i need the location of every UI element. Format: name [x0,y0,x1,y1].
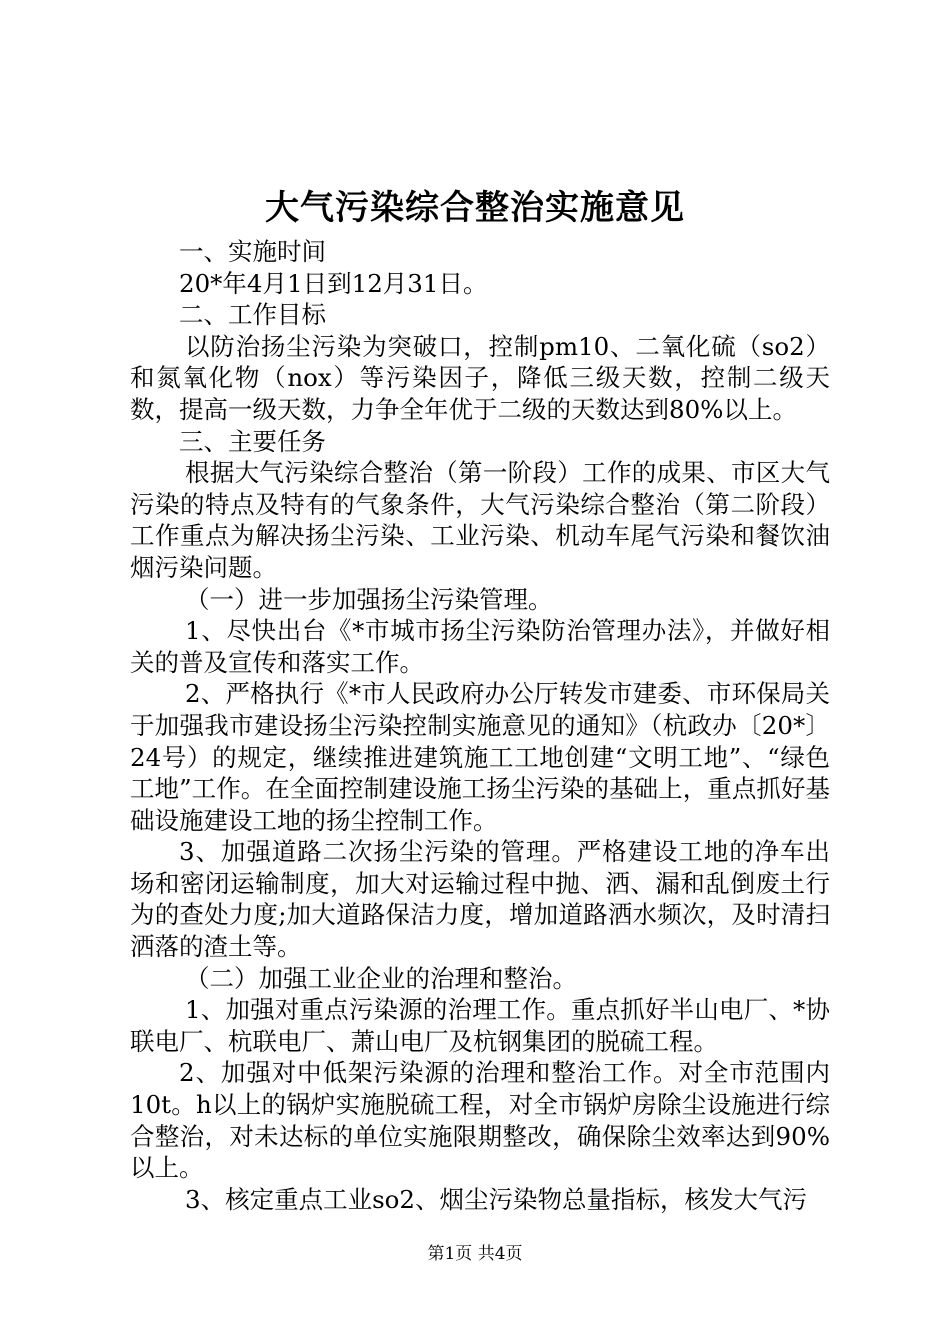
paragraph: 1、加强对重点污染源的治理工作。重点抓好半山电厂、*协联电厂、杭联电厂、萧山电厂及杭钢集团的脱硫工程。 [130,995,830,1056]
paragraph: 3、加强道路二次扬尘污染的管理。严格建设工地的净车出场和密闭运输制度，加大对运输过程中抛、洒、漏和乱倒废土行为的查处力度;加大道路保洁力度，增加道路洒水频次，及时清扫洒落的渣土等。 [130,837,830,962]
document-title: 大气污染综合整治实施意见 [265,188,685,228]
paragraph: 20*年4月1日到12月31日。 [179,268,488,298]
subsection-heading: （一）进一步加强扬尘污染管理。 [185,584,553,614]
paragraph: 1、尽快出台《*市城市扬尘污染防治管理办法》，并做好相关的普及宣传和落实工作。 [130,616,830,677]
paragraph: 3、核定重点工业so2、烟尘污染物总量指标，核发大气污 [185,1184,807,1214]
page-footer: 第1页 共4页 [427,1244,523,1264]
paragraph: 2、加强对中低架污染源的治理和整治工作。对全市范围内10t。h以上的锅炉实施脱硫工程，对全市锅炉房除尘设施进行综合整治，对未达标的单位实施限期整改，确保除尘效率达到90%以上。 [130,1058,830,1183]
paragraph: 根据大气污染综合整治（第一阶段）工作的成果、市区大气污染的特点及特有的气象条件，大气污染综合整治（第二阶段）工作重点为解决扬尘污染、工业污染、机动车尾气污染和餐饮油烟污染问题。 [130,458,830,582]
document-body [130,236,830,1215]
paragraph: 以防治扬尘污染为突破口，控制pm10、二氧化硫（so2）和氮氧化物（nox）等污染因子，降低三级天数，控制二级天数，提高一级天数，力争全年优于二级的天数达到80%以上。 [130,331,830,424]
section-heading: 二、工作目标 [179,300,326,330]
subsection-heading: （二）加强工业企业的治理和整治。 [185,963,577,993]
section-heading: 一、实施时间 [179,237,326,266]
section-heading: 三、主要任务 [179,426,326,456]
paragraph: 2、严格执行《*市人民政府办公厅转发市建委、市环保局关于加强我市建设扬尘污染控制实施意见的通知》（杭政办〔20*〕24号）的规定，继续推进建筑施工工地创建“文明工地”、“绿色工地”工作。在全面控制建设施工扬尘污染的基础上，重点抓好基础设施建设工地的扬尘控制工作。 [130,679,830,835]
